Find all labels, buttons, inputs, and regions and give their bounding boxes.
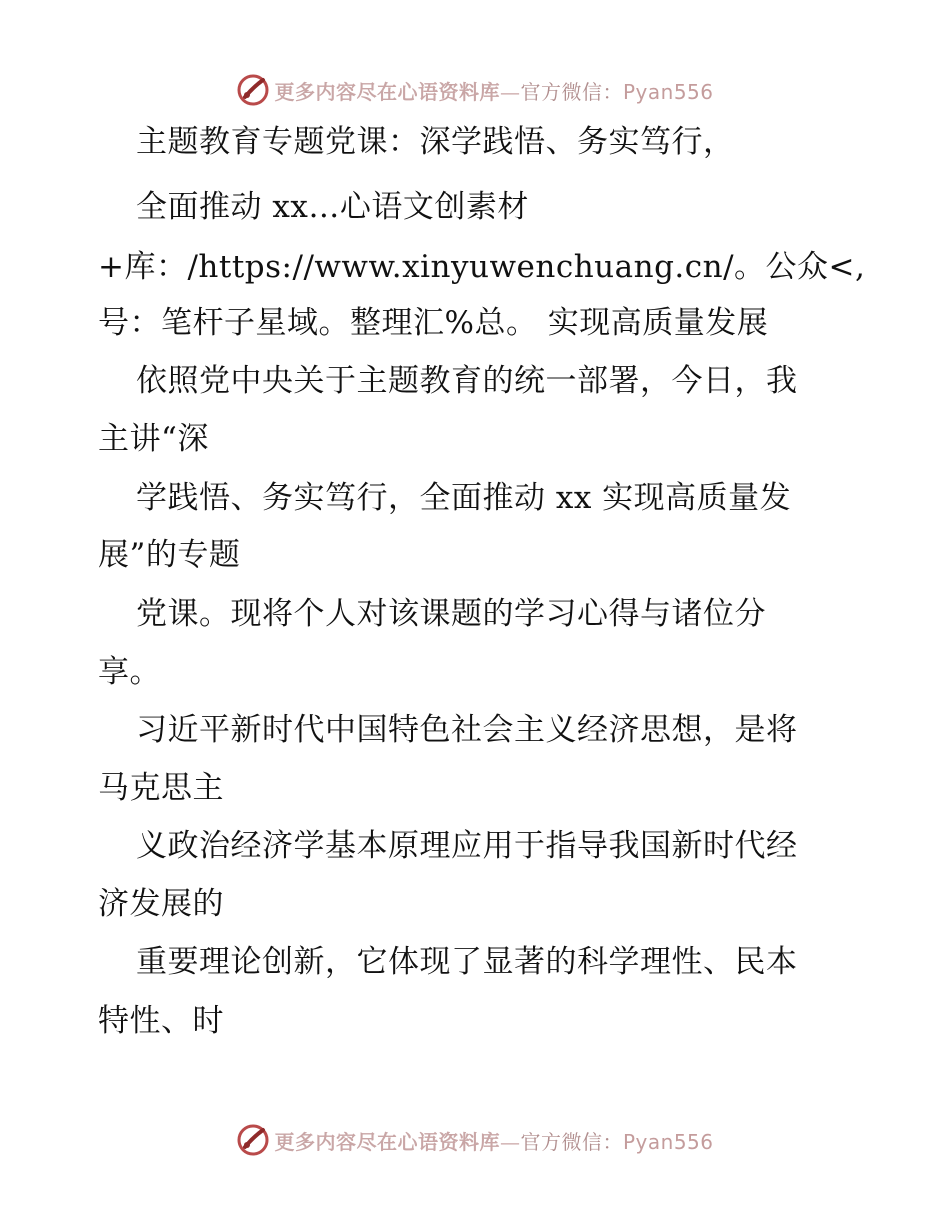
watermark-wechat-label: 官方微信： [520,1129,623,1154]
watermark-text [274,1126,713,1155]
text-line: +库：/https://www.xinyuwenchuang.cn/。公众<, [98,249,866,285]
text-line: 主题教育专题党课：深学践悟、务实笃行， [136,124,735,160]
text-line: 全面推动 xx…心语文创素材 [136,189,529,225]
watermark-dash: — [499,79,521,104]
text-line: 享。 [98,654,161,690]
footer-watermark-banner [0,1120,950,1160]
watermark-dash: — [499,1129,521,1154]
text-line: 号：笔杆子星域。整理汇%总。 实现高质量发展 [98,305,769,341]
watermark-text [274,76,713,105]
text-line: 重要理论创新，它体现了显著的科学理性、民本 [136,944,798,980]
text-line: 依照党中央关于主题教育的统一部署，今日，我 [136,363,798,399]
text-line: 习近平新时代中国特色社会主义经济思想，是将 [136,712,798,748]
brush-logo-icon [236,73,270,107]
text-line: 济发展的 [98,886,224,922]
watermark-wechat-label: 官方微信： [520,79,623,104]
watermark-brand: 更多内容尽在心语资料库 [274,1129,500,1154]
header-watermark-banner [0,70,950,110]
watermark-wechat-id: Pyan556 [622,79,714,104]
text-line: 义政治经济学基本原理应用于指导我国新时代经 [136,828,798,864]
text-line: 马克思主 [98,770,224,806]
text-line: 展”的专题 [98,537,241,573]
text-line: 学践悟、务实笃行，全面推动 xx 实现高质量发 [136,480,792,516]
text-line: 党课。现将个人对该课题的学习心得与诸位分 [136,596,766,632]
brush-logo-icon [236,1123,270,1157]
watermark-brand: 更多内容尽在心语资料库 [274,79,500,104]
watermark-wechat-id: Pyan556 [622,1129,714,1154]
text-line: 特性、时 [98,1003,224,1039]
text-line: 主讲“深 [98,421,209,457]
